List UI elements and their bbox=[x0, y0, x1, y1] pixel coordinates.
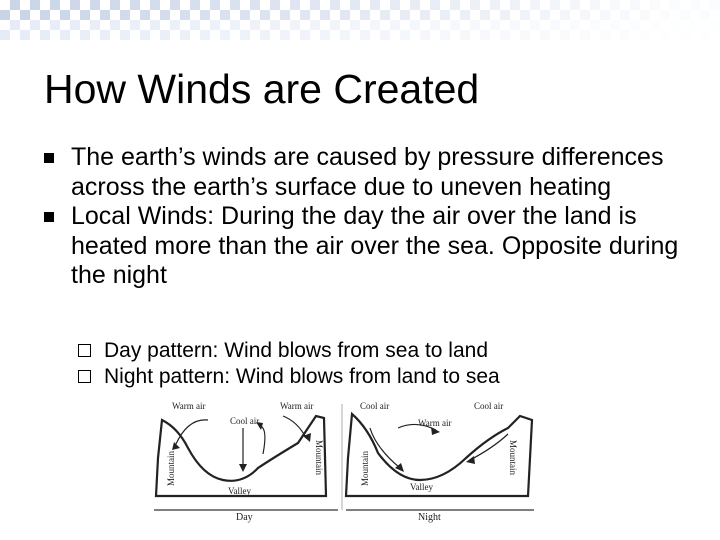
night-cool-air-left-label: Cool air bbox=[360, 401, 390, 411]
day-valley-label: Valley bbox=[228, 486, 251, 496]
night-mountain-right-label: Mountain bbox=[508, 440, 518, 475]
slide-title: How Winds are Created bbox=[44, 66, 480, 112]
square-bullet-icon bbox=[44, 153, 54, 163]
day-mountain-right-label: Mountain bbox=[314, 440, 324, 475]
hollow-square-bullet-icon bbox=[78, 370, 91, 383]
night-panel bbox=[346, 401, 534, 523]
day-panel bbox=[154, 401, 338, 523]
arrow-head-icon bbox=[431, 427, 440, 435]
night-valley-label: Valley bbox=[410, 482, 433, 492]
sub-bullet-item bbox=[78, 338, 678, 364]
day-left-arrow-path bbox=[176, 420, 208, 444]
sub-bullet-item bbox=[78, 364, 678, 390]
day-warm-air-right-label: Warm air bbox=[280, 401, 314, 411]
wind-diagram bbox=[148, 398, 536, 532]
arrow-head-icon bbox=[239, 464, 247, 472]
day-terrain-outline bbox=[156, 416, 326, 496]
night-warm-air-label: Warm air bbox=[418, 418, 452, 428]
sub-bullet-text: Day pattern: Wind blows from sea to land bbox=[104, 339, 489, 362]
night-cool-air-right-label: Cool air bbox=[474, 401, 504, 411]
bullet-item bbox=[44, 202, 694, 291]
day-caption: Day bbox=[236, 512, 253, 523]
day-cool-air-label: Cool air bbox=[230, 416, 260, 426]
sub-bullet-list bbox=[78, 338, 678, 390]
bullet-list bbox=[44, 143, 694, 291]
bullet-item bbox=[44, 143, 694, 202]
day-mountain-left-label: Mountain bbox=[166, 451, 176, 486]
night-right-arrow-path bbox=[470, 434, 508, 460]
bullet-text: Local Winds: During the day the air over the land is heated more than the air over the sea. Opposite during the night bbox=[71, 202, 679, 289]
bullet-text: The earth’s winds are caused by pressure differences across the earth’s surface due to uneven heating bbox=[71, 143, 664, 201]
hollow-square-bullet-icon bbox=[78, 344, 91, 357]
decorative-checker-banner bbox=[0, 0, 720, 40]
square-bullet-icon bbox=[44, 212, 54, 222]
day-updraft-arrow-path bbox=[260, 426, 265, 454]
night-caption: Night bbox=[418, 512, 441, 523]
day-warm-air-left-label: Warm air bbox=[172, 401, 206, 411]
night-mountain-left-label: Mountain bbox=[360, 451, 370, 486]
sub-bullet-text: Night pattern: Wind blows from land to sea bbox=[104, 365, 500, 388]
